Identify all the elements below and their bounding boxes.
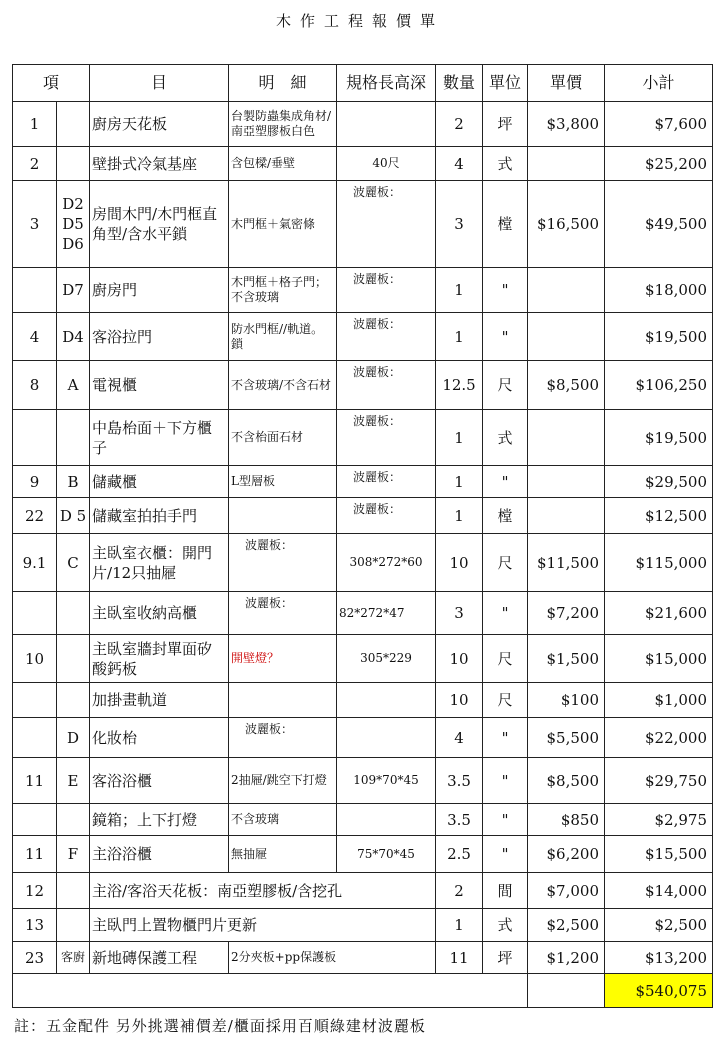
row-detail [229, 718, 337, 758]
row-code [57, 804, 90, 836]
row-spec [337, 683, 436, 718]
row-qty: 2 [436, 102, 483, 147]
row-qty: 1 [436, 313, 483, 361]
total-blank-price [528, 974, 605, 1008]
row-detail: 木門框＋格子門；不含玻璃 [229, 268, 337, 313]
row-price: $1,500 [528, 635, 605, 683]
row-spec: 40尺 [337, 147, 436, 181]
row-code [57, 410, 90, 466]
header-qty: 數量 [436, 65, 483, 102]
row-code: C [57, 534, 90, 592]
row-no: 12 [13, 873, 57, 909]
row-price: $2,500 [528, 909, 605, 942]
row-price: $7,200 [528, 592, 605, 635]
header-item-name: 目 [90, 65, 229, 102]
row-spec [337, 718, 436, 758]
row-no [13, 804, 57, 836]
header-subtotal: 小計 [605, 65, 713, 102]
table-row [13, 313, 713, 361]
row-no: 10 [13, 635, 57, 683]
row-subtotal: $18,000 [605, 268, 713, 313]
row-item: 鏡箱；上下打燈 [90, 804, 229, 836]
row-item: 客浴拉門 [90, 313, 229, 361]
row-spec-text: 波麗板： [353, 470, 402, 484]
row-subtotal: $21,600 [605, 592, 713, 635]
row-subtotal: $49,500 [605, 181, 713, 268]
row-qty: 12.5 [436, 361, 483, 410]
row-no: 13 [13, 909, 57, 942]
row-price: $8,500 [528, 758, 605, 804]
row-unit: " [483, 804, 528, 836]
row-unit: " [483, 592, 528, 635]
row-qty: 3 [436, 592, 483, 635]
row-item: 客浴浴櫃 [90, 758, 229, 804]
header-detail: 明 細 [229, 65, 337, 102]
row-price [528, 313, 605, 361]
row-unit: " [483, 758, 528, 804]
total-blank [13, 974, 528, 1008]
row-subtotal: $25,200 [605, 147, 713, 181]
row-qty: 1 [436, 498, 483, 534]
row-code: D4 [57, 313, 90, 361]
row-detail: 2抽屜/跳空下打燈 [229, 758, 337, 804]
row-no [13, 410, 57, 466]
row-no [13, 592, 57, 635]
row-no: 23 [13, 942, 57, 974]
row-detail-text: 波麗板： [245, 596, 294, 610]
row-subtotal: $29,500 [605, 466, 713, 498]
row-code: A [57, 361, 90, 410]
row-item: 壁掛式冷氣基座 [90, 147, 229, 181]
row-spec-text: 波麗板： [353, 185, 402, 199]
row-unit: 坪 [483, 102, 528, 147]
row-qty: 1 [436, 909, 483, 942]
row-item: 廚房天花板 [90, 102, 229, 147]
row-no: 4 [13, 313, 57, 361]
row-subtotal: $19,500 [605, 313, 713, 361]
row-qty: 1 [436, 410, 483, 466]
row-no [13, 268, 57, 313]
row-detail: 含包樑/垂壁 [229, 147, 337, 181]
row-qty: 2 [436, 873, 483, 909]
row-item: 新地磚保護工程 [90, 942, 229, 974]
row-spec [337, 102, 436, 147]
row-no: 11 [13, 836, 57, 873]
row-subtotal: $14,000 [605, 873, 713, 909]
row-price: $8,500 [528, 361, 605, 410]
row-code [57, 873, 90, 909]
row-unit: 樘 [483, 498, 528, 534]
row-item: 房間木門/木門框直角型/含水平鎖 [90, 181, 229, 268]
row-item: 加掛畫軌道 [90, 683, 229, 718]
row-code: F [57, 836, 90, 873]
row-code: D7 [57, 268, 90, 313]
row-subtotal: $12,500 [605, 498, 713, 534]
row-code [57, 683, 90, 718]
row-detail: 開壁燈？ [229, 635, 337, 683]
row-spec [337, 268, 436, 313]
row-unit: 坪 [483, 942, 528, 974]
row-subtotal: $7,600 [605, 102, 713, 147]
row-code: 客廚 [57, 942, 90, 974]
row-detail: 不含玻璃/不含石材 [229, 361, 337, 410]
table-row [13, 836, 713, 873]
table-row [13, 804, 713, 836]
row-unit: 式 [483, 410, 528, 466]
row-item: 主浴/客浴天花板：南亞塑膠板/含挖孔 [90, 873, 436, 909]
row-qty: 3.5 [436, 758, 483, 804]
row-subtotal: $22,000 [605, 718, 713, 758]
row-item: 儲藏室拍拍手門 [90, 498, 229, 534]
row-price: $16,500 [528, 181, 605, 268]
row-spec-text: 波麗板： [353, 502, 402, 516]
row-detail [229, 498, 337, 534]
row-qty: 1 [436, 466, 483, 498]
table-row [13, 942, 713, 974]
table-row [13, 466, 713, 498]
row-detail: 無抽屜 [229, 836, 337, 873]
row-spec-text: 波麗板： [353, 365, 402, 379]
row-item: 中島枱面＋下方櫃子 [90, 410, 229, 466]
row-spec: 305*229 [337, 635, 436, 683]
row-unit: 尺 [483, 361, 528, 410]
row-unit: " [483, 466, 528, 498]
total-row [13, 974, 713, 1008]
header-spec: 規格長高深 [337, 65, 436, 102]
row-detail: 木門框＋氣密條 [229, 181, 337, 268]
row-spec [337, 466, 436, 498]
row-unit: 式 [483, 147, 528, 181]
row-qty: 3 [436, 181, 483, 268]
row-spec [337, 181, 436, 268]
row-code [57, 635, 90, 683]
row-price [528, 147, 605, 181]
table-row [13, 873, 713, 909]
row-item: 主臥室牆封單面矽酸鈣板 [90, 635, 229, 683]
row-qty: 2.5 [436, 836, 483, 873]
table-row [13, 683, 713, 718]
row-code [57, 909, 90, 942]
row-code: E [57, 758, 90, 804]
table-header-row [13, 65, 713, 102]
row-code [57, 102, 90, 147]
row-code: D [57, 718, 90, 758]
table-row [13, 102, 713, 147]
row-subtotal: $15,500 [605, 836, 713, 873]
row-spec: 75*70*45 [337, 836, 436, 873]
row-code [57, 592, 90, 635]
row-code [57, 147, 90, 181]
row-unit: 樘 [483, 181, 528, 268]
row-no [13, 718, 57, 758]
row-no: 2 [13, 147, 57, 181]
row-detail [229, 534, 337, 592]
row-no: 3 [13, 181, 57, 268]
row-price [528, 498, 605, 534]
row-subtotal: $1,000 [605, 683, 713, 718]
row-detail-text: 波麗板： [245, 722, 294, 736]
row-item: 廚房門 [90, 268, 229, 313]
row-no: 9.1 [13, 534, 57, 592]
row-spec [337, 410, 436, 466]
footnote: 註：五金配件 另外挑選補價差/櫃面採用百順綠建材波麗板 [14, 1017, 426, 1035]
row-spec-text: 波麗板： [353, 272, 402, 286]
page-title: 木作工程報價單 [275, 12, 444, 30]
row-qty: 1 [436, 268, 483, 313]
row-spec: 109*70*45 [337, 758, 436, 804]
row-qty: 10 [436, 534, 483, 592]
row-spec [337, 313, 436, 361]
header-item-no: 項 [13, 65, 90, 102]
row-item: 主浴浴櫃 [90, 836, 229, 873]
row-price [528, 410, 605, 466]
row-price: $850 [528, 804, 605, 836]
row-subtotal: $15,000 [605, 635, 713, 683]
row-detail: 防水門框//軌道。鎖 [229, 313, 337, 361]
row-item: 主臥室衣櫃：開門片/12只抽屜 [90, 534, 229, 592]
row-no: 9 [13, 466, 57, 498]
row-detail: 不含枱面石材 [229, 410, 337, 466]
row-unit: 尺 [483, 683, 528, 718]
row-unit: " [483, 718, 528, 758]
row-item: 主臥室收納高櫃 [90, 592, 229, 635]
table-row [13, 147, 713, 181]
row-spec-text: 波麗板： [353, 414, 402, 428]
table-row [13, 534, 713, 592]
row-no: 8 [13, 361, 57, 410]
row-spec [337, 804, 436, 836]
row-detail: 台製防蟲集成角材/南亞塑膠板白色 [229, 102, 337, 147]
row-unit: 尺 [483, 635, 528, 683]
row-spec [337, 498, 436, 534]
table-row [13, 268, 713, 313]
row-detail-text: 波麗板： [245, 538, 294, 552]
table-row [13, 181, 713, 268]
row-spec: 82*272*47 [337, 592, 436, 635]
row-unit: " [483, 268, 528, 313]
row-item: 化妝枱 [90, 718, 229, 758]
row-qty: 4 [436, 147, 483, 181]
row-item: 儲藏櫃 [90, 466, 229, 498]
table-row [13, 718, 713, 758]
row-spec: 308*272*60 [337, 534, 436, 592]
row-subtotal: $13,200 [605, 942, 713, 974]
row-detail: 不含玻璃 [229, 804, 337, 836]
row-no: 11 [13, 758, 57, 804]
row-item: 主臥門上置物櫃門片更新 [90, 909, 436, 942]
row-price: $1,200 [528, 942, 605, 974]
row-detail: L型層板 [229, 466, 337, 498]
row-no: 22 [13, 498, 57, 534]
table-row [13, 361, 713, 410]
table-row [13, 498, 713, 534]
row-price: $6,200 [528, 836, 605, 873]
row-qty: 10 [436, 683, 483, 718]
row-unit: " [483, 836, 528, 873]
table-row [13, 909, 713, 942]
row-unit: 式 [483, 909, 528, 942]
row-price: $100 [528, 683, 605, 718]
row-price: $7,000 [528, 873, 605, 909]
table-row [13, 758, 713, 804]
row-code: D2 D5 D6 [57, 181, 90, 268]
header-unit: 單位 [483, 65, 528, 102]
row-price [528, 466, 605, 498]
row-price: $11,500 [528, 534, 605, 592]
row-subtotal: $115,000 [605, 534, 713, 592]
row-price: $5,500 [528, 718, 605, 758]
table-row [13, 635, 713, 683]
row-price: $3,800 [528, 102, 605, 147]
row-subtotal: $19,500 [605, 410, 713, 466]
row-subtotal: $2,975 [605, 804, 713, 836]
row-detail [229, 592, 337, 635]
row-subtotal: $29,750 [605, 758, 713, 804]
header-price: 單價 [528, 65, 605, 102]
table-row [13, 592, 713, 635]
row-detail: 2分夾板+pp保護板 [229, 942, 436, 974]
row-item: 電視櫃 [90, 361, 229, 410]
row-qty: 4 [436, 718, 483, 758]
quote-table [12, 64, 713, 1008]
grand-total: $540,075 [605, 974, 713, 1008]
row-spec-text: 波麗板： [353, 317, 402, 331]
row-unit: " [483, 313, 528, 361]
row-code: D 5 [57, 498, 90, 534]
row-subtotal: $2,500 [605, 909, 713, 942]
row-unit: 間 [483, 873, 528, 909]
row-code: B [57, 466, 90, 498]
table-row [13, 410, 713, 466]
row-qty: 11 [436, 942, 483, 974]
row-qty: 10 [436, 635, 483, 683]
row-unit: 尺 [483, 534, 528, 592]
row-spec [337, 361, 436, 410]
row-subtotal: $106,250 [605, 361, 713, 410]
row-qty: 3.5 [436, 804, 483, 836]
row-no: 1 [13, 102, 57, 147]
row-price [528, 268, 605, 313]
row-no [13, 683, 57, 718]
row-detail [229, 683, 337, 718]
